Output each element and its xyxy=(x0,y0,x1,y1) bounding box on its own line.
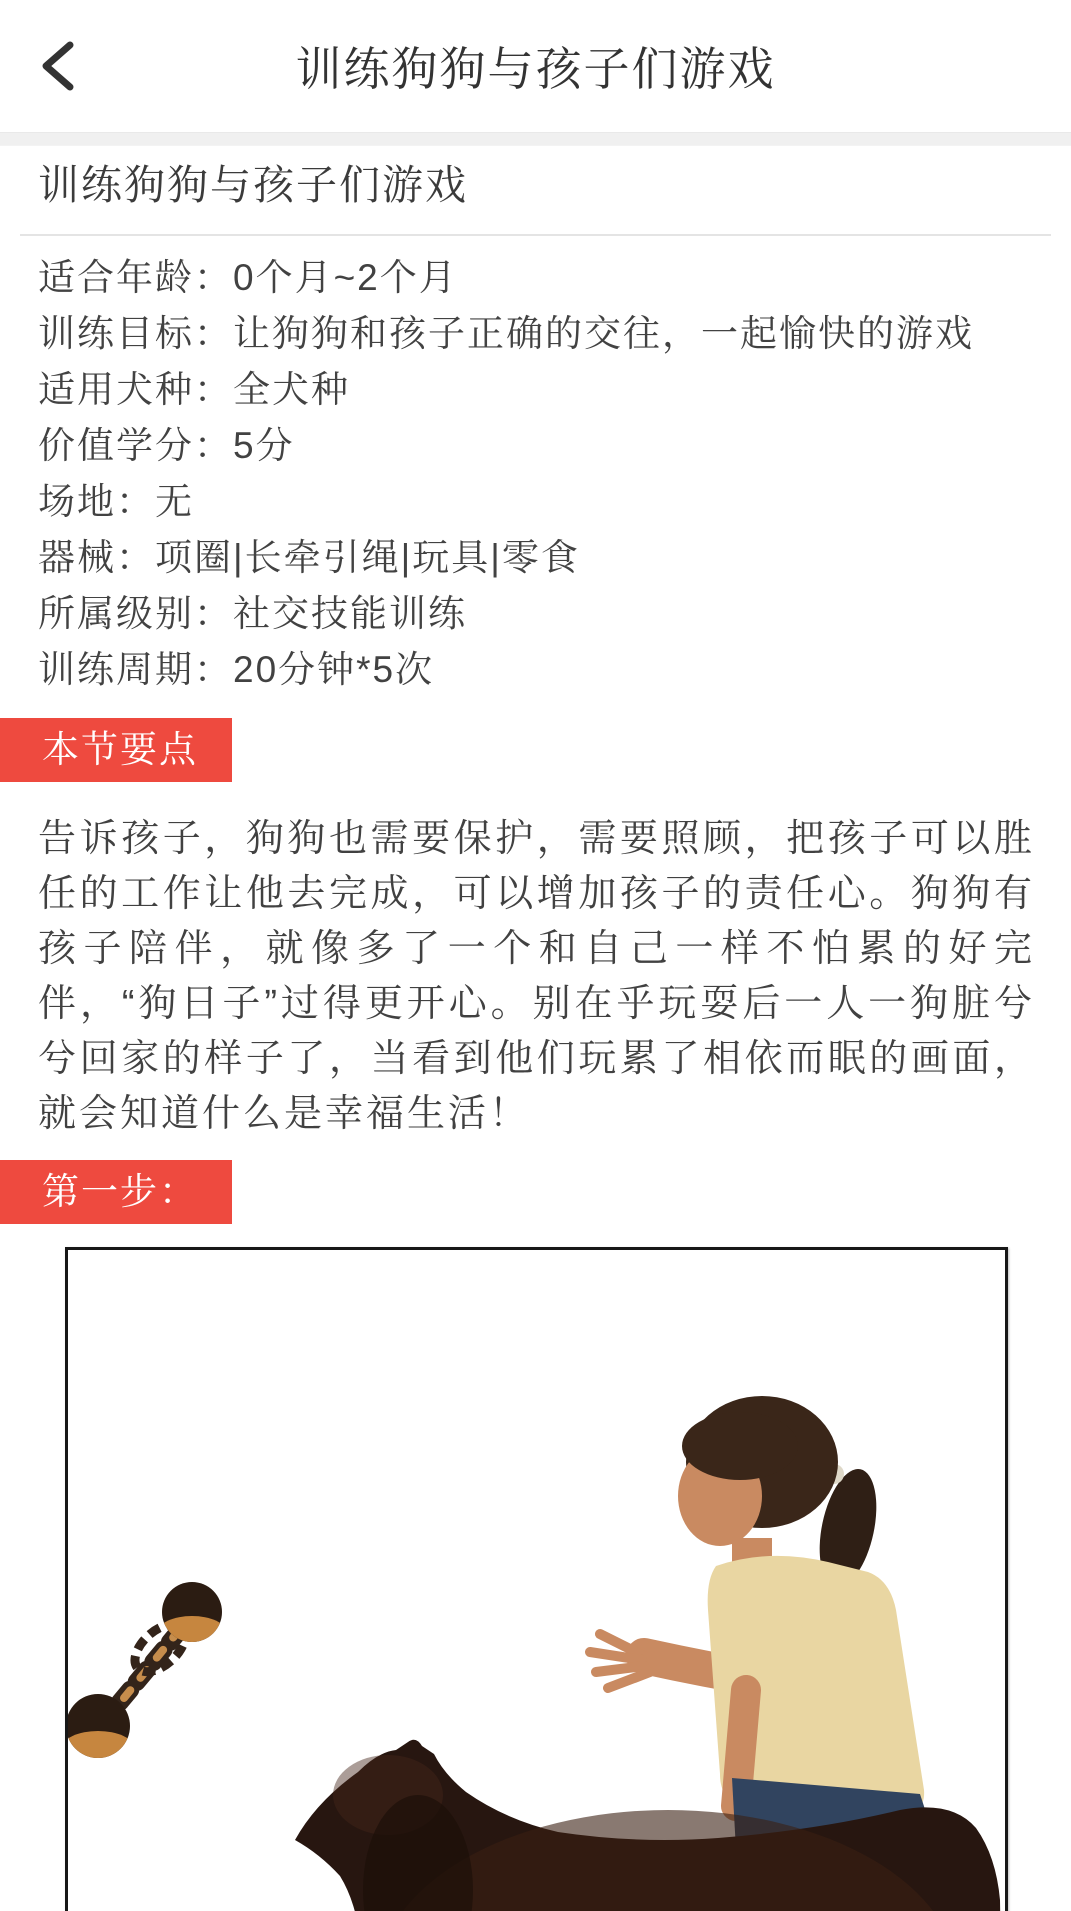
info-list xyxy=(38,250,1035,698)
info-row-age: 适合年龄：0个月~2个月 xyxy=(38,257,458,298)
key-points-text: 告诉孩子，狗狗也需要保护，需要照顾，把孩子可以胜任的工作让他去完成，可以增加孩子的责任心。狗狗有孩子陪伴，就像多了一个和自己一样不怕累的好完伴，“狗日子”过得更开心。别在乎玩耍后一人一狗脏兮兮回家的样子了，当看到他们玩累了相依而眠的画面，就会知道什么是幸福生活！ xyxy=(38,818,1035,1135)
info-row-credit: 价值学分：5分 xyxy=(38,425,295,466)
info-row-cycle: 训练周期：20分钟*5次 xyxy=(38,649,435,690)
info-row-goal: 训练目标：让狗狗和孩子正确的交往，一起愉快的游戏 xyxy=(38,313,974,354)
info-row-level: 所属级别：社交技能训练 xyxy=(38,593,467,634)
step-photo xyxy=(65,1247,1008,1911)
nav-bar xyxy=(0,0,1071,132)
girl-dog-photo-illustration xyxy=(68,1250,1005,1911)
chevron-left-icon xyxy=(36,40,80,92)
title-divider xyxy=(20,234,1051,236)
article-title: 训练狗狗与孩子们游戏 xyxy=(38,162,468,208)
header-divider xyxy=(0,132,1071,146)
back-button[interactable] xyxy=(22,30,94,102)
info-row-equipment: 器械：项圈|长牵引绳|玩具|零食 xyxy=(38,537,580,578)
nav-title: 训练狗狗与孩子们游戏 xyxy=(295,43,776,95)
info-row-site: 场地：无 xyxy=(38,481,194,522)
section-badge-step-one: 第一步： xyxy=(0,1160,232,1224)
info-row-breed: 适用犬种：全犬种 xyxy=(38,369,350,410)
article xyxy=(0,160,1071,1911)
section-badge-key-points: 本节要点 xyxy=(0,718,232,782)
